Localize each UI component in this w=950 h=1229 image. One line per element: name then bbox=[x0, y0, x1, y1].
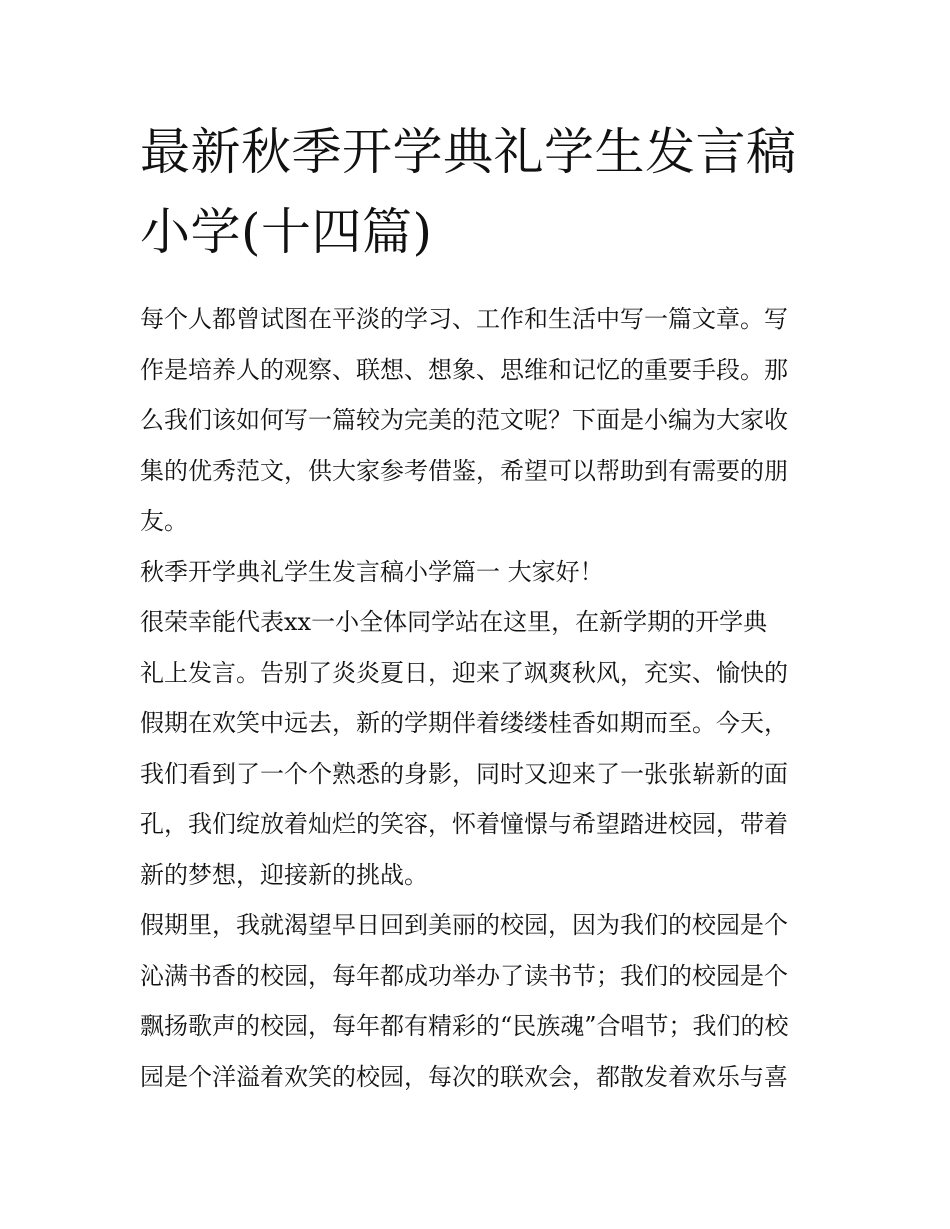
text-line: 么我们该如何写一篇较为完美的范文呢？下面是小编为大家收 bbox=[140, 406, 788, 434]
text-line: 每个人都曾试图在平淡的学习、工作和生活中写一篇文章。写 bbox=[140, 305, 788, 333]
title-line-1: 最新秋季开学典礼学生发言稿 bbox=[140, 123, 797, 181]
text-line: 假期里，我就渴望早日回到美丽的校园，因为我们的校园是个 bbox=[140, 911, 788, 939]
text-line: 假期在欢笑中远去，新的学期伴着缕缕桂香如期而至。今天， bbox=[140, 709, 788, 737]
text-line: 礼上发言。告别了炎炎夏日，迎来了飒爽秋风，充实、愉快的 bbox=[140, 658, 788, 687]
text-line: 孔，我们绽放着灿烂的笑容，怀着憧憬与希望踏进校园，带着 bbox=[140, 810, 788, 838]
text-line: 集的优秀范文，供大家参考借鉴，希望可以帮助到有需要的朋 bbox=[140, 456, 788, 485]
text-line: 秋季开学典礼学生发言稿小学篇一 大家好！ bbox=[140, 557, 604, 586]
text-line: 友。 bbox=[140, 507, 188, 535]
body-paragraph-2 bbox=[140, 900, 812, 1102]
section-heading bbox=[140, 547, 812, 598]
text-line: 很荣幸能代表xx一小全体同学站在这里，在新学期的开学典 bbox=[140, 608, 768, 636]
document-page bbox=[140, 112, 812, 1102]
title-line-2: 小学(十四篇) bbox=[140, 203, 433, 261]
text-line: 新的梦想，迎接新的挑战。 bbox=[140, 860, 428, 889]
body-paragraph-1 bbox=[140, 597, 812, 900]
text-line: 飘扬歌声的校园，每年都有精彩的“民族魂”合唱节；我们的校 bbox=[140, 1012, 789, 1040]
text-line: 作是培养人的观察、联想、想象、思维和记忆的重要手段。那 bbox=[140, 355, 788, 384]
text-line: 园是个洋溢着欢笑的校园，每次的联欢会，都散发着欢乐与喜 bbox=[140, 1062, 788, 1091]
text-line: 我们看到了一个个熟悉的身影，同时又迎来了一张张崭新的面 bbox=[140, 759, 788, 788]
document-title bbox=[140, 112, 812, 272]
text-line: 沁满书香的校园，每年都成功举办了读书节；我们的校园是个 bbox=[140, 961, 788, 990]
intro-paragraph bbox=[140, 294, 812, 547]
